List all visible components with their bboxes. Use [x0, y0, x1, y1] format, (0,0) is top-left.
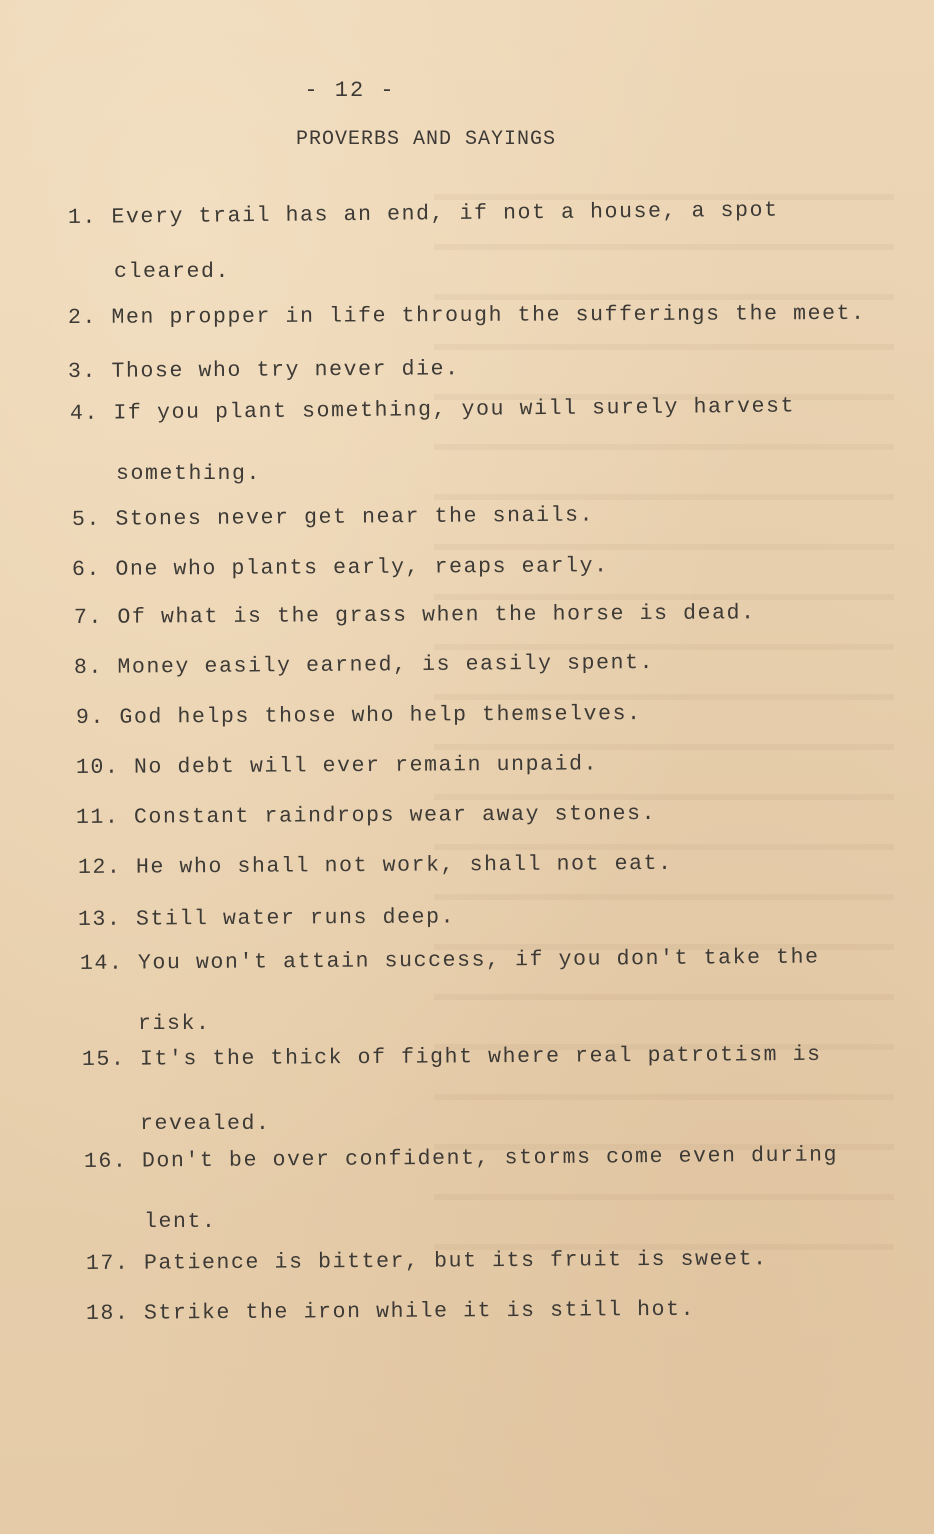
proverb-text: Patience is bitter, but its fruit is sweet. [129, 1247, 768, 1276]
proverb-number: 13. [77, 907, 122, 932]
proverb-item [85, 1297, 696, 1326]
proverb-continuation: risk. [138, 1012, 211, 1036]
proverb-number: 15. [81, 1047, 126, 1072]
proverb-continuation: lent. [144, 1210, 217, 1234]
proverb-text: Those who try never die. [96, 357, 460, 384]
proverb-number: 16. [83, 1149, 128, 1174]
proverb-item [73, 650, 655, 680]
proverb-item [86, 1249, 768, 1275]
proverb-number: 8. [73, 655, 104, 680]
proverb-number: 11. [75, 805, 120, 830]
proverb-item [70, 396, 795, 425]
proverb-item [77, 851, 673, 880]
proverb-item [68, 359, 460, 383]
proverb-item [78, 907, 455, 931]
proverb-text: Men propper in life through the sufferings the meet. [96, 301, 866, 330]
proverb-text: God helps those who help themselves. [104, 702, 642, 730]
proverb-item [74, 603, 756, 629]
proverb-text: Still water runs deep. [121, 905, 456, 932]
proverb-number: 14. [79, 951, 124, 976]
proverb-number: 1. [67, 205, 98, 230]
proverb-text: If you plant something, you will surely harvest [98, 394, 796, 426]
proverb-number: 4. [69, 401, 100, 426]
proverb-number: 12. [77, 855, 122, 880]
proverb-continuation: revealed. [140, 1112, 271, 1136]
proverb-text: Money easily earned, is easily spent. [102, 650, 655, 680]
proverb-item [67, 198, 779, 230]
proverb-continuation: something. [116, 462, 262, 486]
proverb-number: 2. [67, 305, 98, 330]
proverb-text: He who shall not work, shall not eat. [121, 851, 673, 880]
proverb-number: 5. [71, 507, 102, 532]
proverb-text: Stones never get near the snails. [100, 503, 595, 532]
proverb-text: Of what is the grass when the horse is dead. [102, 601, 756, 630]
proverb-text: Every trail has an end, if not a house, a spot [96, 198, 779, 230]
page-title: PROVERBS AND SAYINGS [295, 128, 557, 151]
proverb-number: 7. [73, 605, 104, 630]
proverb-text: Don't be over confident, storms come even during [127, 1143, 839, 1174]
proverb-text: One who plants early, reaps early. [100, 554, 609, 582]
proverb-item [81, 1042, 822, 1072]
proverb-item [67, 301, 866, 330]
proverb-number: 10. [75, 755, 120, 780]
proverb-number: 17. [85, 1251, 130, 1276]
proverb-text: No debt will ever remain unpaid. [119, 752, 599, 780]
proverb-continuation: cleared. [114, 260, 231, 284]
proverb-text: Constant raindrops wear away stones. [119, 801, 657, 830]
proverb-number: 9. [75, 705, 106, 730]
proverb-item [79, 945, 820, 976]
proverb-item [84, 1145, 838, 1173]
proverb-item [75, 801, 657, 830]
proverb-item [76, 704, 642, 729]
proverb-item [72, 505, 594, 531]
proverb-item [76, 754, 598, 779]
proverb-text: It's the thick of fight where real patrotism is [125, 1042, 822, 1072]
proverb-number: 3. [67, 359, 98, 384]
proverb-number: 18. [85, 1301, 130, 1326]
proverb-text: You won't attain success, if you don't take the [123, 945, 820, 976]
proverb-text: Strike the iron while it is still hot. [129, 1297, 696, 1326]
proverb-number: 6. [71, 557, 102, 582]
page-number: - 12 - [304, 78, 396, 103]
proverb-item [72, 556, 609, 581]
